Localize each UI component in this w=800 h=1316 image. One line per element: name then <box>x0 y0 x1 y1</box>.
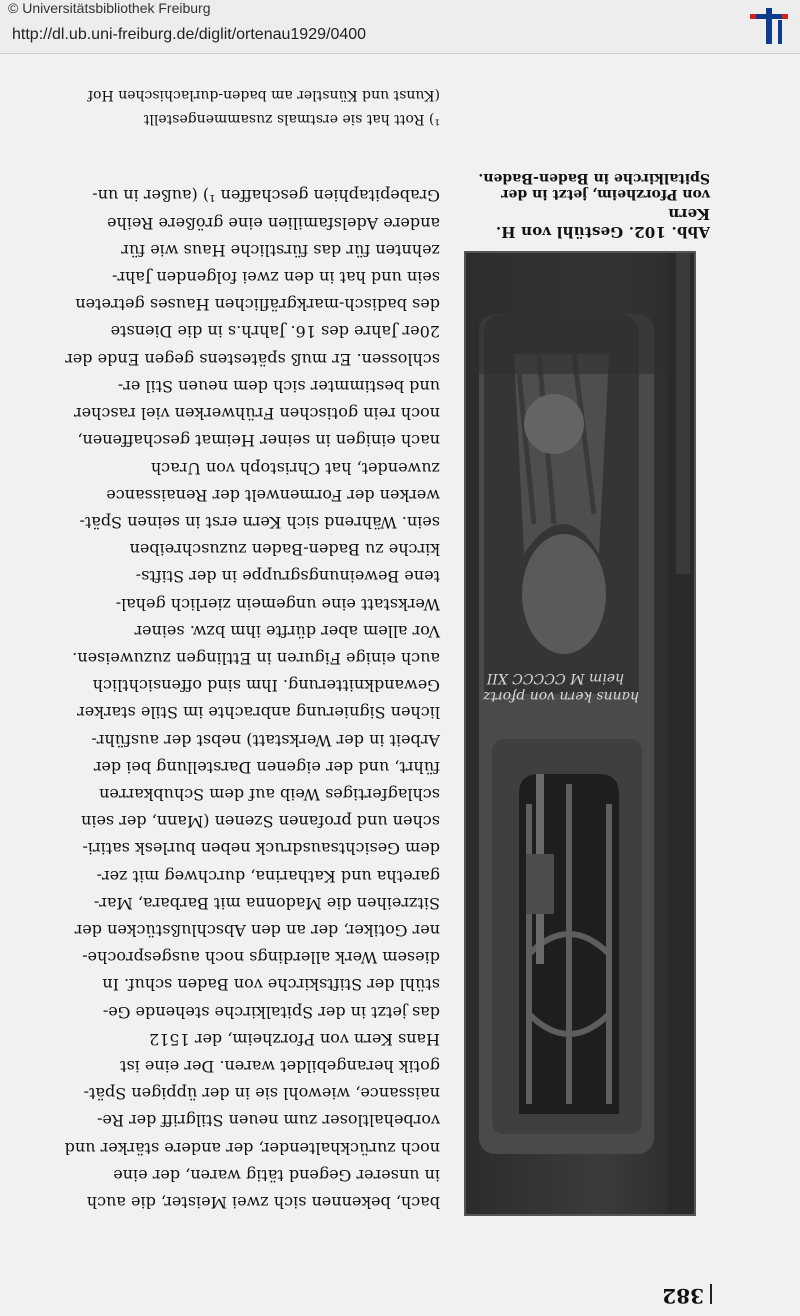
text-line: Arbeit in der Werkstatt) nebst der ausführ- <box>91 730 440 750</box>
text-line: diesem Werk allerdings noch ausgesproche- <box>82 948 440 968</box>
caption-line: von Pforzheim, jetzt in der <box>501 186 710 202</box>
text-line: noch zurückhaltender, der andere stärker und <box>64 1138 440 1158</box>
text-line: sein und hat in den zwei folgenden Jahr- <box>112 268 440 288</box>
page-number: 382 <box>632 1284 712 1308</box>
text-line: noch rein gotischen Frühwerken viel rascher <box>73 404 440 424</box>
text-line: werken der Formenwelt der Renaissance <box>106 485 440 505</box>
text-line: zehnten für das fürstliche Haus wie für <box>121 240 440 260</box>
figure-photo <box>464 251 696 1216</box>
text-line: des badisch-markgräflichen Hauses getreten <box>75 295 440 315</box>
text-line: schlossen. Er muß spätestens gegen Ende der <box>65 349 440 369</box>
text-line: Gewandknitterung. Ihm sind offensichtlich <box>92 676 440 696</box>
text-line: sein. Während sich Kern erst in seinen Spät- <box>79 512 440 532</box>
source-url-link[interactable]: http://dl.ub.uni-freiburg.de/diglit/ortenau1929/0400 <box>12 26 367 43</box>
text-line: naissance, wiewohl sie in der üppigen Spät- <box>83 1084 440 1104</box>
text-line: führt, und der eigenen Darstellung bei der <box>93 757 440 777</box>
choir-stall-illustration-icon <box>464 251 694 1214</box>
caption-line: Abb. 102. Gestühl von H. Kern <box>495 205 710 241</box>
text-line: schen und profanen Szenen (Mann, der sein <box>81 812 440 832</box>
text-line: in unserer Gegend tätig waren, der eine <box>113 1165 440 1185</box>
text-line: andere Adelsfamilien eine größere Reihe <box>107 213 440 233</box>
text-line: Sitzreihen die Madonna mit Barbara, Mar- <box>93 893 440 913</box>
text-line: lichen Signierung anbrachte im Stile starker <box>77 703 440 723</box>
text-line: gotik herangebildet waren. Der eine ist <box>120 1056 440 1076</box>
text-line: dem Gesichtsausdruck neben burlesk satiri- <box>82 839 440 859</box>
text-line: Werkstatt eine ungemein zierlich gehal- <box>115 594 440 614</box>
text-line: nach einigen in seiner Heimat geschaffenen, <box>77 431 440 451</box>
text-line: vorbehaltloser zum neuen Stilgriff der Re- <box>97 1111 440 1131</box>
text-line: das jetzt in der Spitalkirche stehende Ge- <box>102 1002 440 1022</box>
text-line: stühl der Stiftskirche von Baden schuf. In <box>102 975 440 995</box>
footnote-line: (Kunst und Künstler am baden-durlachischen Hof <box>87 87 440 103</box>
copyright-text: © Universitätsbibliothek Freiburg <box>8 0 211 16</box>
text-line: Vor allem aber dürfte ihm bzw. seiner <box>134 621 440 641</box>
text-line: bach, bekennen sich zwei Meister, die auch <box>86 1193 440 1212</box>
text-line: Hans Kern von Pforzheim, der 1512 <box>149 1029 440 1049</box>
footnote <box>38 83 440 131</box>
text-line: kirche zu Baden-Baden zuzuschreiben <box>129 540 440 560</box>
figure-caption <box>460 170 710 241</box>
text-line: schlagfertiges Weib auf dem Schubkarren <box>99 784 440 804</box>
text-column <box>38 87 440 1216</box>
footnote-line: ¹) Rott hat sie erstmals zusammengestellt <box>143 111 440 127</box>
text-line: garetha und Katharina, durchweg mit zer- <box>96 866 440 886</box>
text-line: Grabepitaphien geschaffen ¹) (außer in un- <box>92 186 440 206</box>
carved-inscription-line-1: hanns kern von pfortz <box>482 688 639 704</box>
text-line: zuwendet, hat Christoph von Urach <box>150 458 440 478</box>
carved-inscription-line-2: heim M CCCCC XII <box>486 670 624 686</box>
text-line: ner Gotiker, der an den Abschlußstücken der <box>74 920 440 940</box>
caption-line: Spitalkirche in Baden-Baden. <box>478 170 710 186</box>
text-line: und bestimmter sich dem neuen Stil er- <box>117 376 440 396</box>
text-line: auch einige Figuren in Ettlingen zuzuweisen. <box>72 648 440 668</box>
text-line: tene Beweinungsgruppe in der Stifts- <box>135 567 440 587</box>
text-line: 20er Jahre des 16. Jahrh.s in die Dienste <box>110 322 440 342</box>
